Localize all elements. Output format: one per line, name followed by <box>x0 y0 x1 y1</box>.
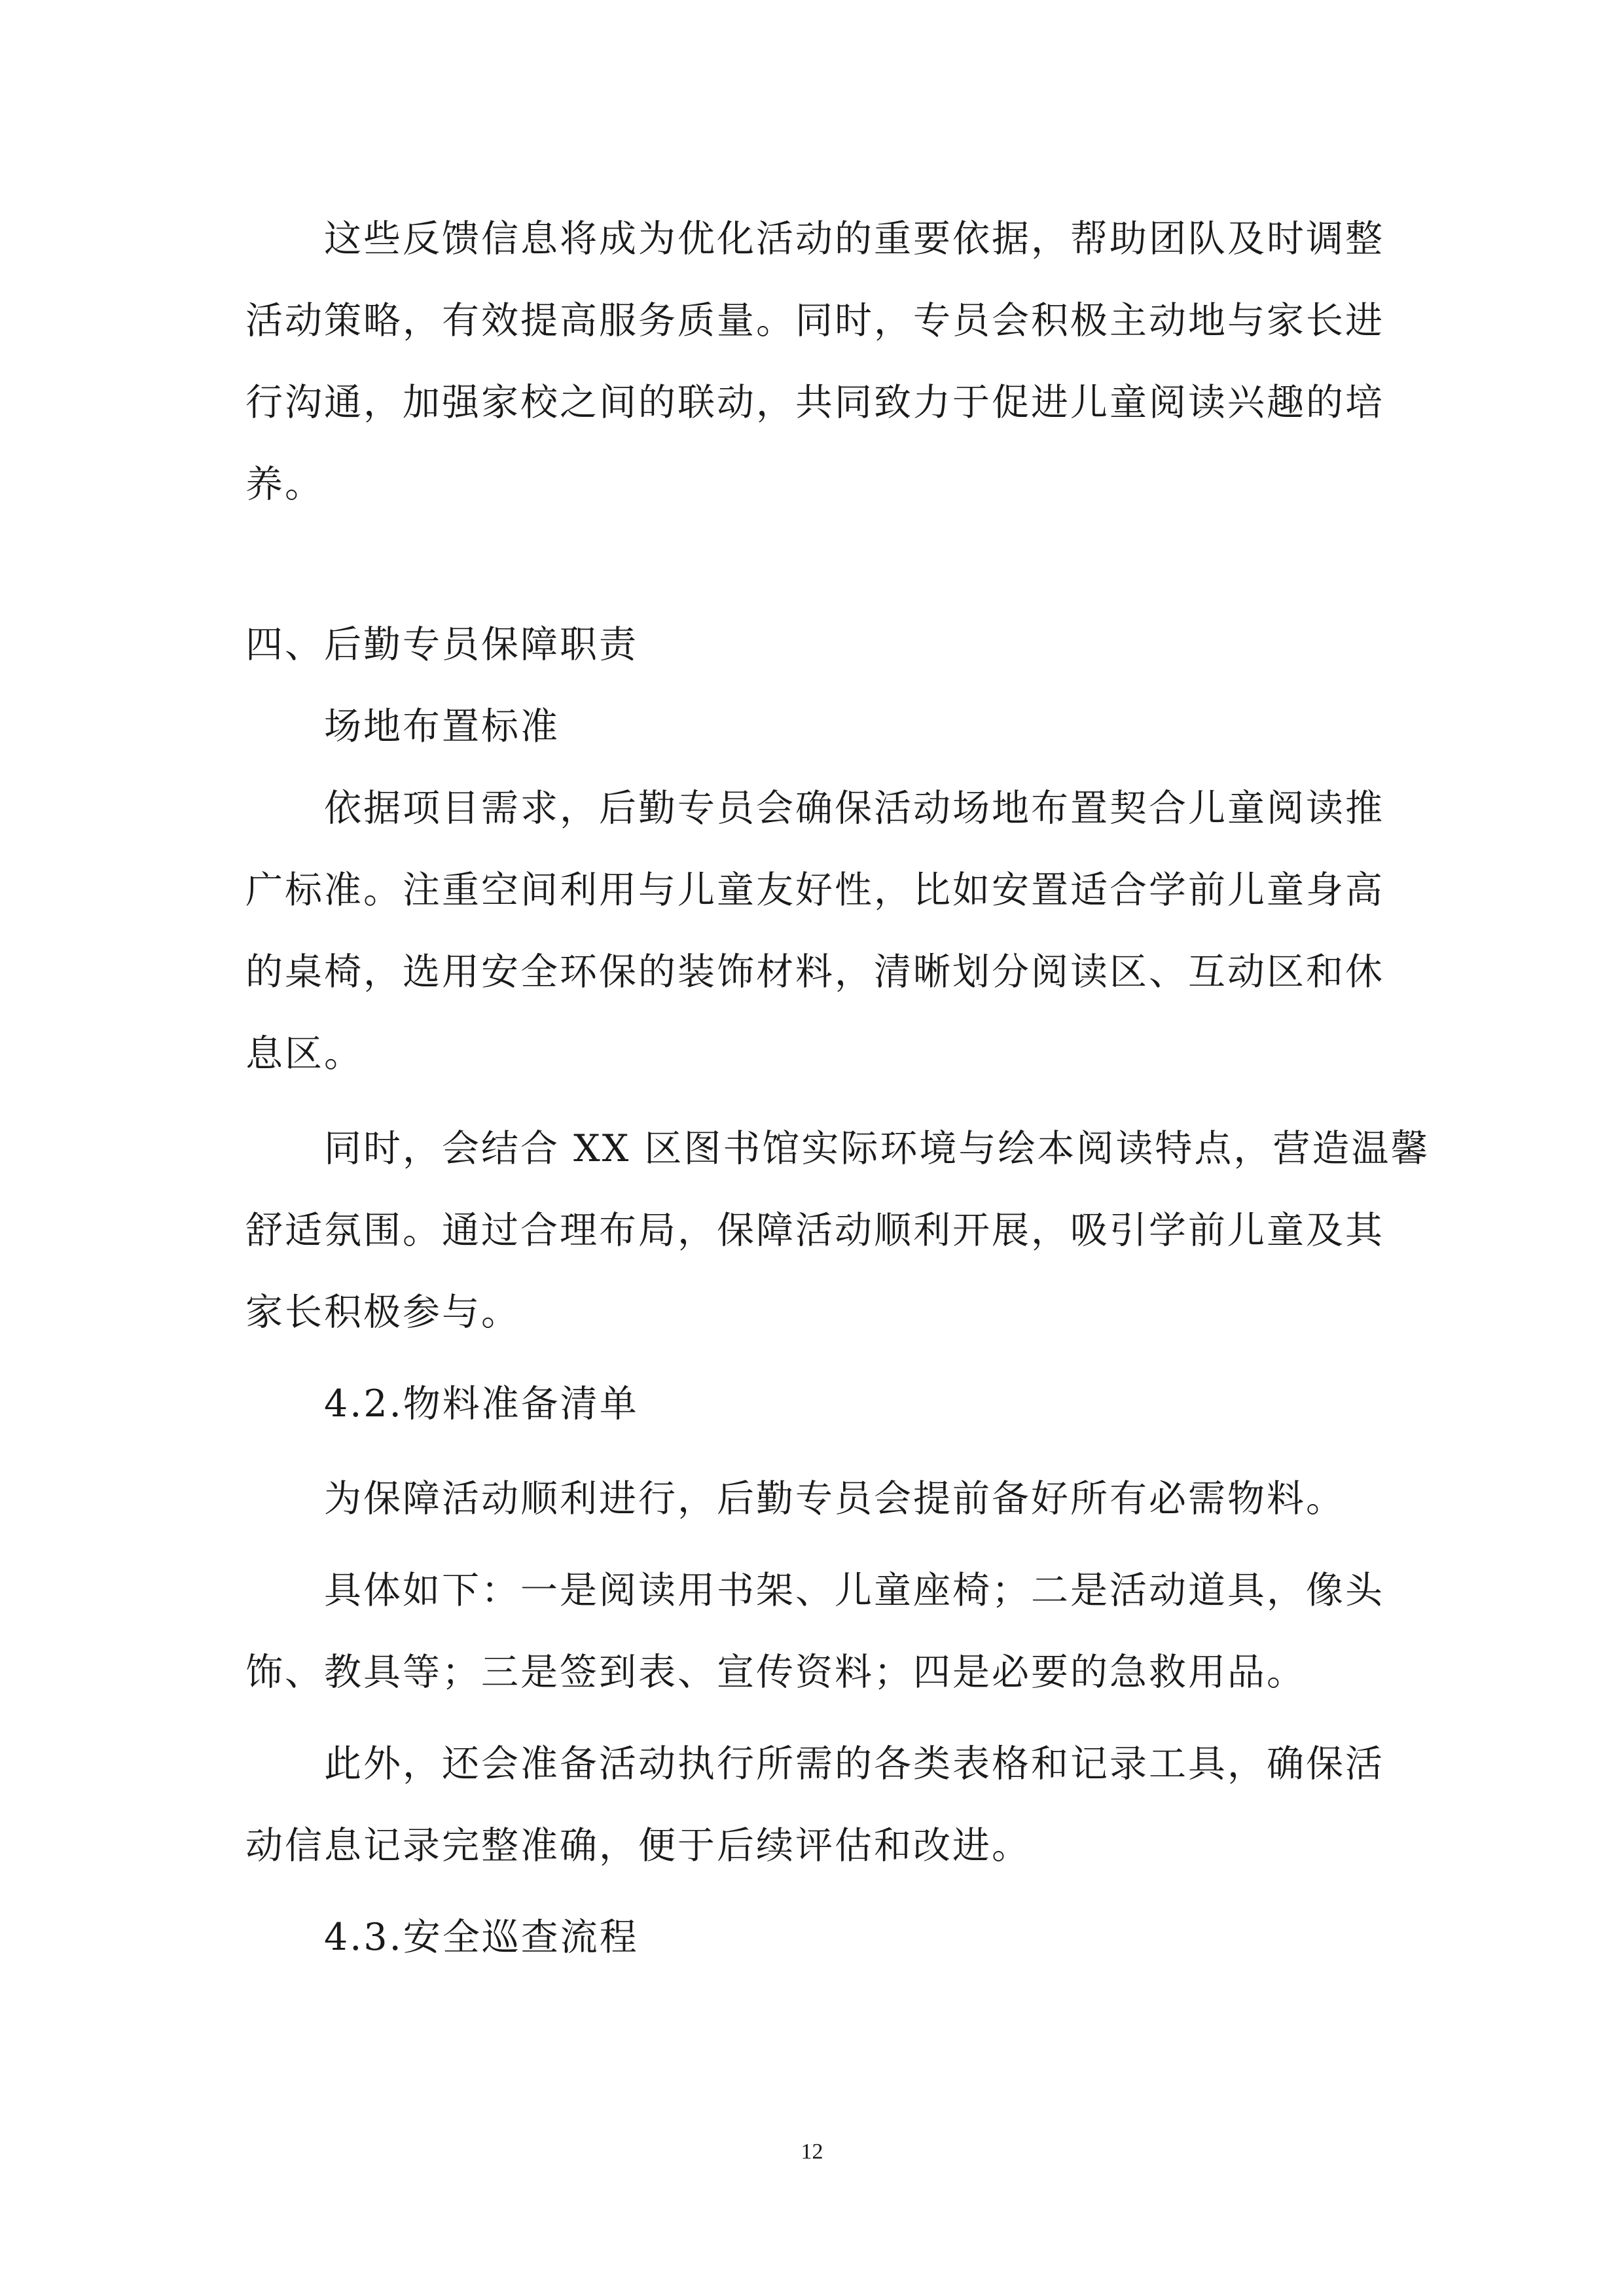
paragraph-forms-line-2: 动信息记录完整准确，便于后续评估和改进。 <box>245 1824 1031 1867</box>
paragraph-atmosphere-line-3: 家长积极参与。 <box>245 1291 520 1334</box>
paragraph-feedback-line-2: 活动策略，有效提高服务质量。同时，专员会积极主动地与家长进 <box>245 299 1384 342</box>
paragraph-atmosphere-line-1: 同时，会结合 XX 区图书馆实际环境与绘本阅读特点，营造温馨 <box>324 1127 1430 1170</box>
paragraph-materials-intro: 为保障活动顺利进行，后勤专员会提前备好所有必需物料。 <box>324 1477 1345 1520</box>
paragraph-materials-list-line-1: 具体如下：一是阅读用书架、儿童座椅；二是活动道具，像头 <box>324 1569 1384 1612</box>
paragraph-feedback-line-3: 行沟通，加强家校之间的联动，共同致力于促进儿童阅读兴趣的培 <box>245 381 1384 424</box>
paragraph-venue-line-2: 广标准。注重空间利用与儿童友好性，比如安置适合学前儿童身高 <box>245 869 1384 912</box>
paragraph-feedback-line-4: 养。 <box>245 463 324 506</box>
paragraph-atmosphere-line-2: 舒适氛围。通过合理布局，保障活动顺利开展，吸引学前儿童及其 <box>245 1209 1384 1252</box>
paragraph-venue-line-3: 的桌椅，选用安全环保的装饰材料，清晰划分阅读区、互动区和休 <box>245 950 1384 994</box>
paragraph-materials-list-line-2: 饰、教具等；三是签到表、宣传资料；四是必要的急救用品。 <box>245 1651 1306 1694</box>
subsection-venue-title: 场地布置标准 <box>324 705 560 748</box>
subsection-safety-title: 4.3.安全巡查流程 <box>324 1916 639 1959</box>
paragraph-feedback-line-1: 这些反馈信息将成为优化活动的重要依据，帮助团队及时调整 <box>324 217 1384 260</box>
section-heading: 四、后勤专员保障职责 <box>245 623 638 666</box>
subsection-materials-title: 4.2.物料准备清单 <box>324 1382 639 1426</box>
page-number: 12 <box>801 2140 823 2164</box>
paragraph-venue-line-1: 依据项目需求，后勤专员会确保活动场地布置契合儿童阅读推 <box>324 787 1384 830</box>
paragraph-forms-line-1: 此外，还会准备活动执行所需的各类表格和记录工具，确保活 <box>324 1742 1384 1785</box>
paragraph-venue-line-4: 息区。 <box>245 1032 363 1075</box>
